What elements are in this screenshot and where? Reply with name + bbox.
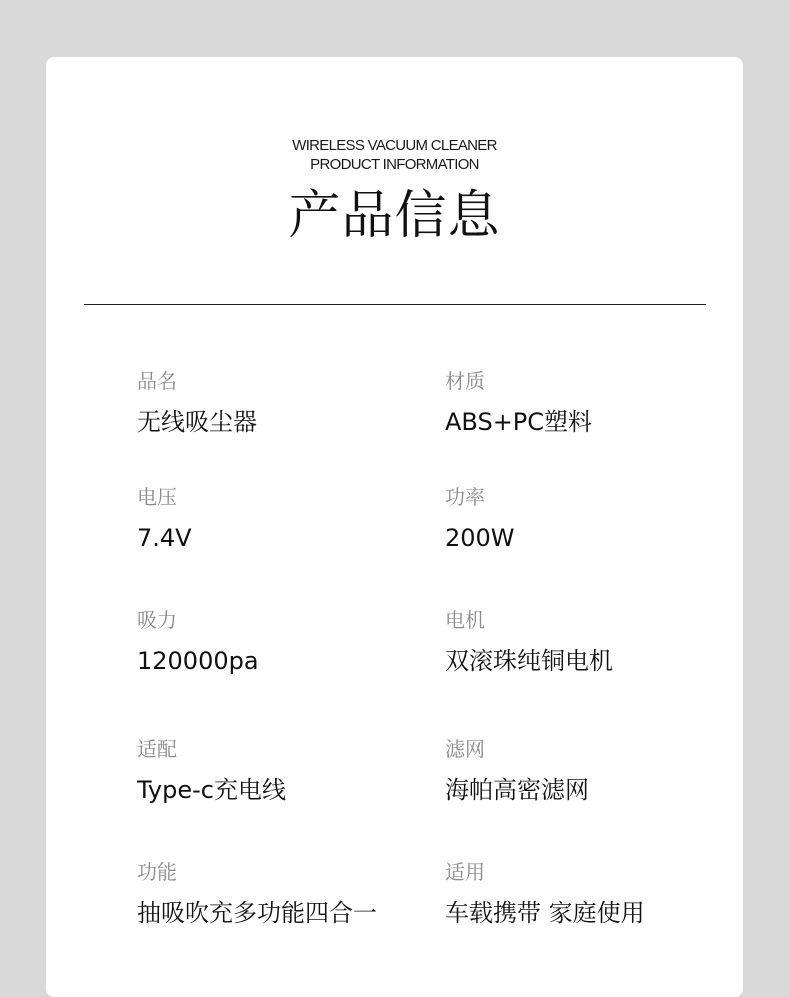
spec-product-name	[137, 369, 407, 437]
spec-value: 7.4V	[137, 524, 192, 552]
spec-value: Type-c充电线	[137, 776, 286, 804]
spec-value: 海帕高密滤网	[445, 776, 589, 804]
spec-material	[445, 369, 715, 437]
spec-label: 适用	[445, 860, 485, 884]
spec-label: 滤网	[445, 737, 485, 761]
spec-suction	[137, 608, 407, 676]
spec-label: 吸力	[137, 608, 177, 632]
spec-label: 功能	[137, 860, 177, 884]
spec-value: 无线吸尘器	[137, 408, 257, 436]
spec-function	[137, 860, 407, 928]
english-subtitle-line2: PRODUCT INFORMATION	[310, 156, 479, 173]
page-title: 产品信息	[288, 186, 501, 246]
spec-label: 电机	[445, 608, 485, 632]
english-subtitle-line1: WIRELESS VACUUM CLEANER	[292, 137, 497, 154]
spec-power	[445, 485, 715, 553]
spec-value: 200W	[445, 524, 515, 552]
spec-value: 抽吸吹充多功能四合一	[137, 899, 377, 927]
spec-value: ABS+PC塑料	[445, 408, 593, 436]
spec-label: 品名	[137, 369, 177, 393]
spec-value: 双滚珠纯铜电机	[445, 647, 613, 675]
spec-motor	[445, 608, 715, 676]
spec-value: 车载携带 家庭使用	[445, 899, 645, 927]
title-divider	[84, 304, 706, 305]
spec-label: 材质	[445, 369, 485, 393]
spec-filter	[445, 737, 715, 805]
spec-label: 功率	[445, 485, 485, 509]
spec-adapter	[137, 737, 407, 805]
spec-usage	[445, 860, 715, 928]
spec-voltage	[137, 485, 407, 553]
spec-value: 120000pa	[137, 647, 259, 675]
product-info-card	[46, 57, 743, 997]
spec-label: 电压	[137, 485, 177, 509]
spec-label: 适配	[137, 737, 177, 761]
